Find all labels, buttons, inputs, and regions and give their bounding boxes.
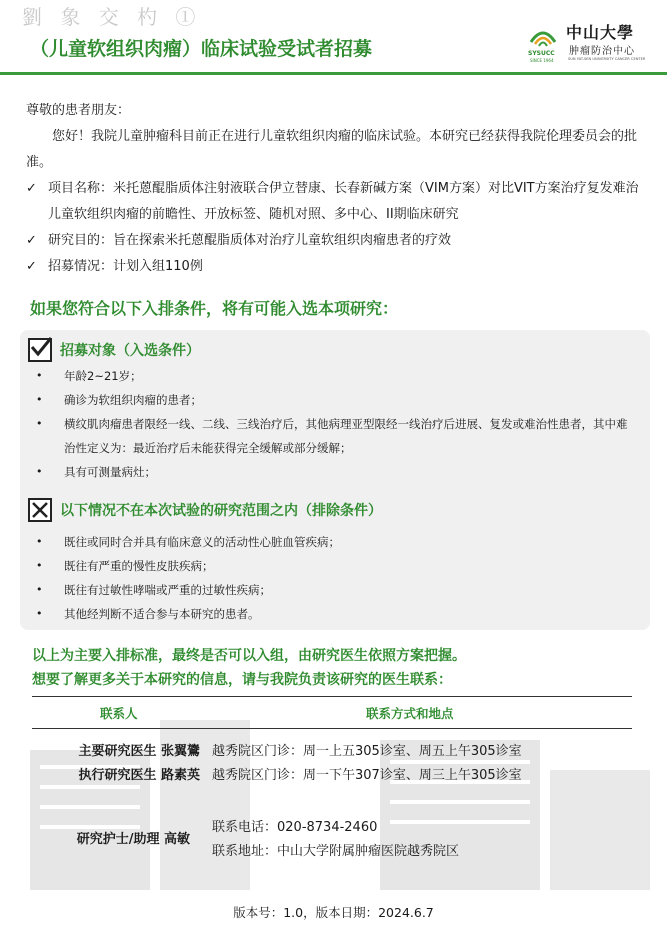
eligibility-heading: 如果您符合以下入排条件，将有可能入选本项研究： — [30, 299, 399, 318]
project-name-text: 项目名称：米托蒽醌脂质体注射液联合伊立替康、长春新碱方案（VIM方案）对比VIT方案治疗复发难治儿童软组织肉瘤的前瞻性、开放标签、随机对照、多中心、II期临床研究 — [48, 181, 639, 222]
inclusion-list — [20, 364, 640, 484]
divider — [32, 728, 632, 729]
intro-body: 您好！我院儿童肿瘤科目前正在进行儿童软组织肉瘤的临床试验。本研究已经获得我院伦理委员会的批准。 — [26, 129, 638, 170]
version-info: 版本号：1.0，版本日期：2024.6.7 — [233, 905, 434, 920]
project-name-item — [26, 176, 646, 228]
recruitment-status-item — [26, 254, 646, 280]
nurse-phone: 联系电话：020-8734-2460 — [212, 820, 378, 835]
criteria-panel — [20, 330, 650, 630]
greeting: 尊敬的患者朋友： — [26, 103, 131, 118]
logo-sysucc: SYSUCC — [528, 50, 555, 57]
logo-university-name: 中山大學 — [566, 23, 635, 42]
inclusion-title: 招募对象（入选条件） — [60, 343, 200, 359]
checked-box-icon — [28, 338, 52, 362]
header-rule — [0, 72, 667, 75]
contact-name: 执行研究医生 路素英 — [78, 768, 200, 783]
logo-department: 肿瘤防治中心 — [569, 46, 635, 57]
exclusion-list — [20, 530, 640, 626]
list-item: • 其他经判断不适合参与本研究的患者。 — [36, 607, 260, 621]
contacts-header-person: 联系人 — [100, 706, 138, 721]
contact-info: 越秀院区门诊：周一上五305诊室、周五上午305诊室 — [212, 744, 522, 759]
study-purpose-text: 研究目的：旨在探索米托蒽醌脂质体对治疗儿童软组织肉瘤患者的疗效 — [48, 233, 452, 248]
list-item: • 横纹肌肉瘤患者限经一线、二线、三线治疗后，其他病理亚型限经一线治疗后进展、复发或难治性患者，其中难治性定义为：最近治疗后未能获得完全缓解或部分缓解； — [36, 417, 628, 455]
contact-info: 越秀院区门诊：周一下午307诊室、周三上午305诊室 — [212, 768, 522, 783]
contacts-header-method: 联系方式和地点 — [366, 706, 454, 721]
summary-text — [32, 644, 466, 692]
exclusion-heading — [28, 498, 382, 522]
hospital-logo — [528, 18, 658, 66]
recruitment-status-text: 招募情况：计划入组110例 — [48, 259, 203, 274]
checkmark-icon: ✓ — [26, 233, 37, 248]
nurse-address: 联系地址：中山大学附属肿瘤医院越秀院区 — [212, 844, 460, 859]
inclusion-heading — [28, 338, 200, 362]
checkmark-icon: ✓ — [26, 181, 37, 196]
list-item: • 既往有过敏性哮喘或严重的过敏性疾病； — [36, 583, 271, 597]
exclusion-title: 以下情况不在本次试验的研究范围之内（排除条件） — [60, 503, 382, 519]
contact-name: 主要研究医生 张翼鷟 — [78, 744, 200, 759]
list-item: • 具有可测量病灶； — [36, 465, 156, 479]
page-title: （儿童软组织肉瘤）临床试验受试者招募 — [30, 38, 373, 60]
divider — [32, 696, 632, 697]
x-box-icon — [28, 498, 52, 522]
list-item: • 年龄2~21岁； — [36, 369, 142, 383]
decorative-calligraphy: 劉 象 交 杓 ① — [22, 5, 202, 29]
list-item: • 既往或同时合并具有临床意义的活动性心脏血管疾病； — [36, 535, 340, 549]
summary-line: 想要了解更多关于本研究的信息，请与我院负责该研究的医生联系： — [32, 672, 452, 688]
study-purpose-item — [26, 228, 646, 254]
logo-emblem-icon — [528, 22, 558, 48]
summary-line: 以上为主要入排标准，最终是否可以入组，由研究医生依照方案把握。 — [32, 648, 466, 664]
intro-section — [26, 98, 646, 280]
checkmark-icon: ✓ — [26, 259, 37, 274]
list-item: • 确诊为软组织肉瘤的患者； — [36, 393, 202, 407]
nurse-name: 研究护士/助理 高敏 — [76, 832, 190, 847]
logo-since: SINCE 1964 — [530, 58, 554, 63]
logo-english-name: SUN YAT-SEN UNIVERSITY CANCER CENTER — [568, 57, 646, 61]
list-item: • 既往有严重的慢性皮肤疾病； — [36, 559, 214, 573]
header — [0, 0, 667, 78]
